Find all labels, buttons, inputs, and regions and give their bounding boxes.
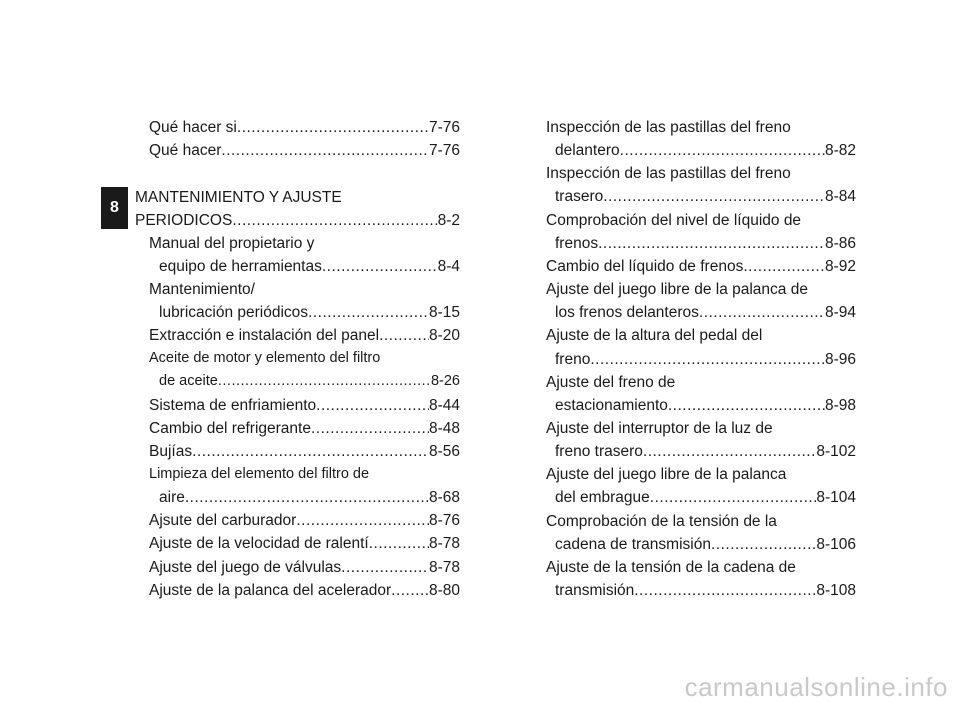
toc-entry bbox=[555, 394, 856, 417]
dot-leader bbox=[620, 139, 825, 162]
toc-entry-title: delantero bbox=[555, 142, 620, 160]
toc-entry bbox=[149, 347, 380, 370]
toc-entry bbox=[149, 232, 314, 255]
toc-entry bbox=[149, 463, 369, 486]
toc-entry bbox=[555, 533, 856, 556]
dot-leader bbox=[185, 486, 429, 509]
toc-entry bbox=[546, 324, 762, 347]
toc-entry-title: Ajuste del freno de bbox=[546, 373, 676, 391]
toc-page-number: 8-20 bbox=[428, 327, 460, 344]
toc-entry bbox=[149, 417, 460, 440]
toc-page-number: 8-15 bbox=[428, 304, 460, 321]
toc-entry-title: Qué hacer bbox=[149, 142, 222, 159]
toc-entry bbox=[149, 440, 460, 463]
toc-entry bbox=[159, 255, 460, 278]
toc-entry bbox=[555, 348, 856, 371]
toc-entry bbox=[149, 116, 460, 139]
toc-entry-title: Inspección de las pastillas del freno bbox=[546, 165, 791, 183]
dot-leader bbox=[699, 301, 825, 324]
toc-entry-title: Ajuste del interruptor de la luz de bbox=[546, 419, 773, 437]
toc-page-number: 8-4 bbox=[437, 258, 460, 275]
toc-entry-title: Cambio del refrigerante bbox=[149, 420, 311, 437]
toc-entry bbox=[149, 556, 460, 579]
dot-leader bbox=[192, 440, 429, 463]
toc-entry-title: Inspección de las pastillas del freno bbox=[546, 119, 791, 136]
toc-page-number: 8-82 bbox=[824, 142, 856, 160]
toc-entry-title: Ajuste del juego de válvulas bbox=[149, 559, 342, 576]
toc-page-number: 8-84 bbox=[824, 188, 856, 206]
toc-page-number: 8-104 bbox=[816, 489, 856, 507]
toc-entry bbox=[159, 301, 460, 324]
section-tab: 8 bbox=[101, 187, 128, 229]
toc-entry-title: Ajsute del carburador bbox=[149, 512, 297, 529]
toc-entry bbox=[149, 532, 460, 555]
toc-entry bbox=[546, 417, 773, 440]
toc-entry bbox=[135, 209, 460, 232]
toc-page-number: 8-86 bbox=[824, 234, 856, 252]
toc-page-number: 7-76 bbox=[428, 119, 460, 136]
toc-entry bbox=[555, 440, 856, 463]
dot-leader bbox=[322, 255, 438, 278]
dot-leader bbox=[650, 486, 817, 509]
toc-entry bbox=[555, 232, 856, 255]
dot-leader bbox=[308, 301, 429, 324]
dot-leader bbox=[221, 139, 429, 162]
toc-entry-title: Bujías bbox=[149, 443, 193, 460]
dot-leader bbox=[668, 394, 825, 417]
toc-entry bbox=[555, 139, 856, 162]
watermark: carmanualsonline.info bbox=[684, 672, 948, 702]
toc-entry bbox=[555, 185, 856, 208]
toc-page-number: 8-2 bbox=[437, 212, 460, 229]
toc-entry-title: PERIODICOS bbox=[135, 212, 233, 229]
toc-entry-title: del embrague bbox=[555, 489, 650, 507]
toc-entry bbox=[149, 278, 255, 301]
toc-page-number: 8-76 bbox=[428, 512, 460, 529]
toc-entry-title: Cambio del líquido de frenos bbox=[546, 257, 744, 275]
toc-entry-title: Aceite de motor y elemento del filtro bbox=[149, 350, 381, 366]
toc-page-number: 8-102 bbox=[816, 443, 856, 461]
toc-entry-title: transmisión bbox=[555, 582, 635, 599]
toc-entry-title: Ajuste de la velocidad de ralentí bbox=[149, 535, 369, 552]
toc-entry bbox=[159, 486, 460, 509]
toc-entry bbox=[546, 556, 796, 579]
toc-entry bbox=[555, 486, 856, 509]
toc-page-number: 8-96 bbox=[824, 350, 856, 368]
toc-page-number: 8-94 bbox=[824, 304, 856, 322]
dot-leader bbox=[634, 579, 816, 602]
toc-entry-title: freno trasero bbox=[555, 443, 643, 461]
toc-entry-title: trasero bbox=[555, 188, 604, 206]
toc-entry bbox=[149, 579, 460, 602]
toc-entry-title: estacionamiento bbox=[555, 396, 668, 414]
toc-entry bbox=[546, 255, 856, 278]
toc-entry-title: Qué hacer si bbox=[149, 119, 237, 136]
toc-entry bbox=[135, 186, 342, 209]
dot-leader bbox=[603, 185, 825, 208]
toc-entry-title: los frenos delanteros bbox=[555, 304, 699, 322]
dot-leader bbox=[743, 255, 825, 278]
toc-entry bbox=[546, 162, 791, 185]
toc-entry-title: MANTENIMIENTO Y AJUSTE bbox=[135, 189, 342, 206]
toc-page-number: 8-26 bbox=[430, 373, 460, 389]
toc-entry bbox=[555, 579, 856, 602]
toc-page-number: 8-68 bbox=[428, 489, 460, 506]
dot-leader bbox=[598, 232, 825, 255]
toc-entry bbox=[546, 116, 791, 139]
toc-page-number: 8-78 bbox=[428, 559, 460, 576]
dot-leader bbox=[218, 370, 431, 393]
dot-leader bbox=[590, 348, 825, 371]
toc-entry-title: Extracción e instalación del panel bbox=[149, 327, 380, 344]
dot-leader bbox=[316, 394, 429, 417]
toc-page-number: 8-106 bbox=[816, 535, 856, 553]
toc-entry-title: Comprobación del nivel de líquido de bbox=[546, 211, 802, 229]
dot-leader bbox=[369, 532, 429, 555]
toc-entry-title: Ajuste del juego libre de la palanca de bbox=[546, 281, 808, 299]
toc-page-number: 8-56 bbox=[428, 443, 460, 460]
dot-leader bbox=[379, 324, 429, 347]
toc-entry bbox=[149, 324, 460, 347]
toc-entry bbox=[555, 301, 856, 324]
dot-leader bbox=[643, 440, 816, 463]
toc-page-number: 8-98 bbox=[824, 396, 856, 414]
toc-page-number: 8-48 bbox=[428, 420, 460, 437]
toc-entry-title: Limpieza del elemento del filtro de bbox=[149, 466, 370, 482]
toc-entry-title: Ajuste de la palanca del acelerador bbox=[149, 582, 392, 599]
toc-entry-title: Comprobación de la tensión de la bbox=[546, 512, 777, 530]
dot-leader bbox=[311, 417, 429, 440]
toc-entry bbox=[546, 463, 786, 486]
dot-leader bbox=[341, 556, 429, 579]
toc-entry bbox=[159, 370, 460, 393]
toc-entry-title: Ajuste del juego libre de la palanca bbox=[546, 466, 787, 484]
toc-page-number: 8-92 bbox=[824, 257, 856, 275]
toc-entry-title: equipo de herramientas bbox=[159, 258, 322, 275]
dot-leader bbox=[237, 116, 429, 139]
dot-leader bbox=[711, 533, 816, 556]
toc-entry-title: Mantenimiento/ bbox=[149, 281, 255, 298]
toc-entry-title: de aceite bbox=[159, 373, 218, 389]
toc-entry-title: frenos bbox=[555, 234, 599, 252]
toc-entry bbox=[149, 509, 460, 532]
toc-entry-title: Ajuste de la altura del pedal del bbox=[546, 327, 763, 345]
toc-page-number: 7-76 bbox=[428, 142, 460, 159]
toc-entry bbox=[546, 209, 801, 232]
toc-entry-title: aire bbox=[159, 489, 185, 506]
toc-entry bbox=[546, 510, 777, 533]
toc-entry-title: freno bbox=[555, 350, 591, 368]
toc-entry-title: cadena de transmisión bbox=[555, 535, 711, 553]
toc-entry-title: Sistema de enfriamiento bbox=[149, 397, 317, 414]
toc-entry-title: Manual del propietario y bbox=[149, 235, 315, 252]
toc-page-number: 8-108 bbox=[816, 582, 856, 599]
toc-entry bbox=[149, 139, 460, 162]
toc-entry bbox=[546, 371, 675, 394]
toc-page-number: 8-80 bbox=[428, 582, 460, 599]
dot-leader bbox=[232, 209, 437, 232]
toc-page-number: 8-78 bbox=[428, 535, 460, 552]
toc-entry-title: lubricación periódicos bbox=[159, 304, 309, 321]
toc-entry bbox=[546, 278, 808, 301]
toc-page-number: 8-44 bbox=[428, 397, 460, 414]
dot-leader bbox=[391, 579, 429, 602]
toc-entry-title: Ajuste de la tensión de la cadena de bbox=[546, 558, 796, 576]
toc-entry bbox=[149, 394, 460, 417]
dot-leader bbox=[296, 509, 429, 532]
